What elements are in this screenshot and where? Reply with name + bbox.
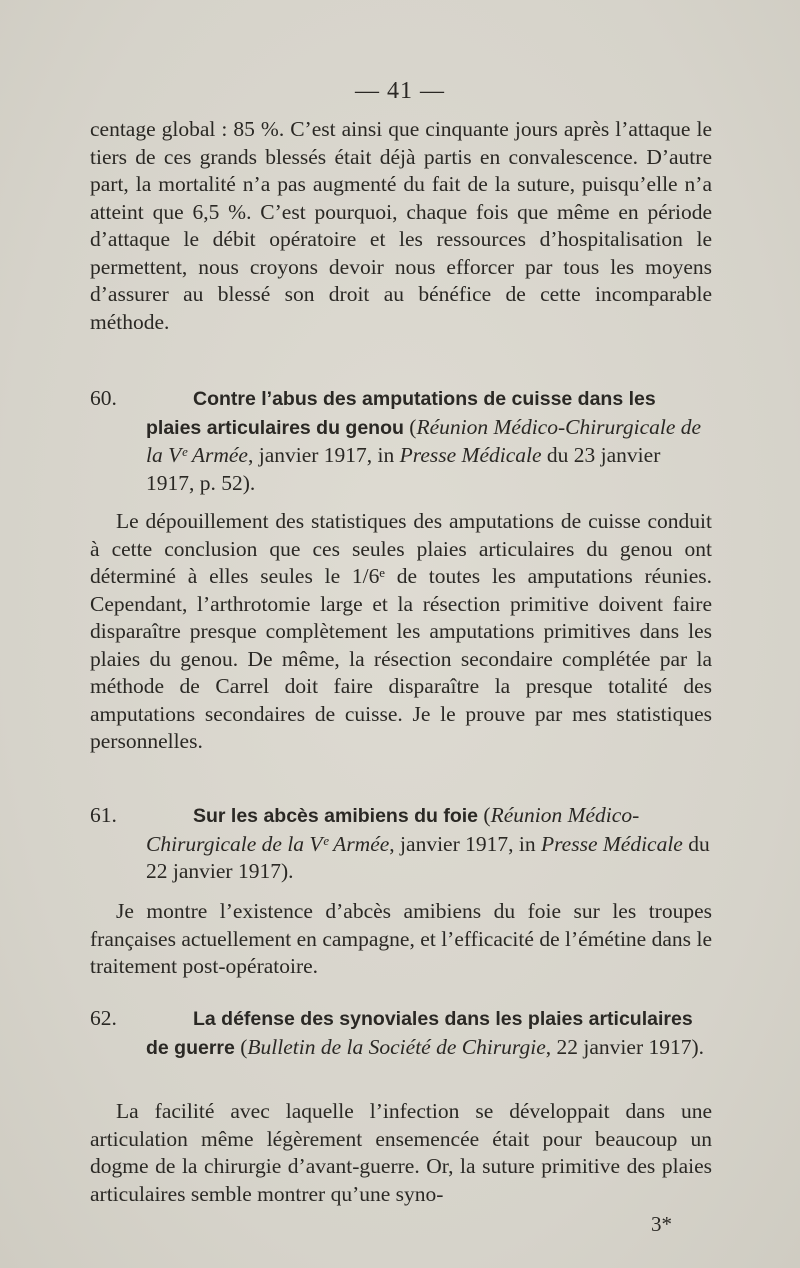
paragraph-continuation: centage global : 85 %. C’est ainsi que cinquante jours après l’attaque le tiers de ces grands blessés était déjà partis en convalescence. D’autre part, la mortalité n’a pas augmenté du fait de la suture, puisqu’elle n’a atteint que 6,5 %. C’est pourquoi, chaque fois que même en période d’attaque le débit opératoire et les ressources d’hospitalisation le permettent, nous croyons devoir nous efforcer par tous les moyens d’assurer au blessé son droit au bénéfice de cette incomparable méthode.: [90, 117, 712, 334]
entry-body: [146, 802, 712, 886]
entry-reference: (Bulletin de la Société de Chirurgie, 22 janvier 1917).: [234, 1034, 705, 1059]
entry-60: [90, 385, 712, 497]
entry-number: 61.: [90, 803, 117, 827]
paragraph-synoviales: La facilité avec laquelle l’infection se développait dans une articulation même légèrement ensemencée était pour beaucoup un dogme de la chirurgie d’avant-guerre. Or, la suture primitive des plaies articulaires semble montrer qu’une syno-: [90, 1099, 712, 1206]
page-number: — 41 —: [355, 78, 445, 104]
entry-61: [90, 802, 712, 886]
entry-number: 62.: [90, 1006, 117, 1030]
entry-body: [146, 385, 712, 497]
entry-title: Sur les abcès amibiens du foie: [193, 805, 479, 827]
entry-62: [90, 1005, 712, 1062]
entry-body: [146, 1005, 712, 1062]
entry-number: 60.: [90, 386, 117, 410]
entry-title: La défense des synoviales dans les plaies articulaires de guerre: [146, 1008, 693, 1059]
paragraph-amputations: Le dépouillement des statistiques des amputations de cuisse conduit à cette conclusion que ces seules plaies articulaires du genou ont déterminé à elles seules le 1/6ᵉ de toutes les amputations réunies. Cependant, l’arthrotomie large et la résection primitive doivent faire disparaître presque complètement les amputations primitives dans les plaies du genou. De même, la résection secondaire complétée par la méthode de Carrel doit faire disparaître la presque totalité des amputations secondaires de cuisse. Je le prouve par mes statistiques personnelles.: [90, 509, 712, 753]
entry-reference: (Réunion Médico-Chirurgicale de la Vᵉ Armée, janvier 1917, in Presse Médicale du 23 janvier 1917, p. 52).: [146, 414, 702, 495]
entry-title: Contre l’abus des amputations de cuisse dans les plaies articulaires du genou: [146, 388, 656, 439]
signature-mark: 3*: [651, 1212, 672, 1236]
paragraph-abces: Je montre l’existence d’abcès amibiens du foie sur les troupes françaises actuellement en campagne, et l’efficacité de l’émétine dans le traitement post-opératoire.: [90, 899, 712, 978]
entry-reference: (Réunion Médico-Chirurgicale de la Vᵉ Armée, janvier 1917, in Presse Médicale du 22 janvier 1917).: [146, 803, 710, 883]
